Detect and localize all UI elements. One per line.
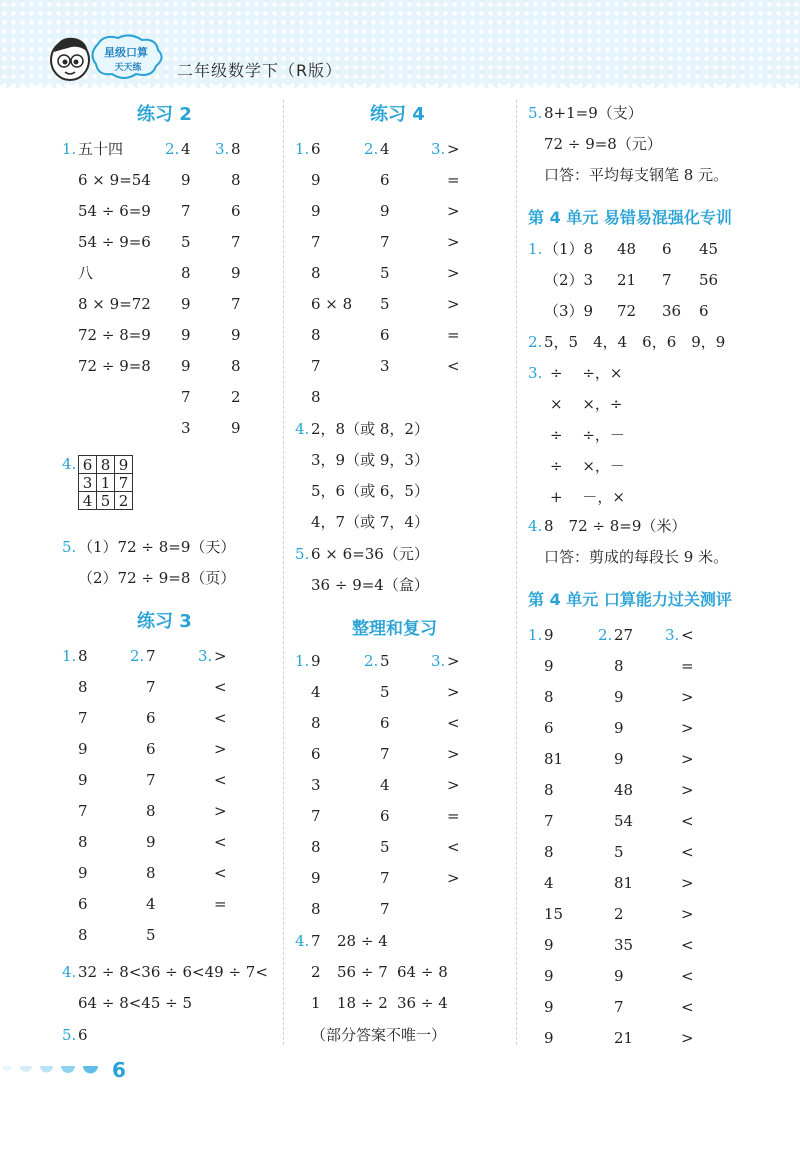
- answer-value: 36 ÷ 4: [397, 994, 448, 1012]
- answer-value: + －，×: [550, 488, 625, 506]
- answer-value: 6: [380, 171, 390, 189]
- unit-prefix: 第 4 单元: [528, 208, 599, 227]
- answer-value: 8: [146, 864, 156, 882]
- answer-value: 9: [181, 295, 191, 313]
- question-label: 2.: [364, 652, 379, 670]
- answer-value: 36: [662, 302, 682, 320]
- grid-cell: 1: [97, 474, 115, 492]
- answer-value: 7: [181, 202, 191, 220]
- answer-value: >: [447, 140, 460, 158]
- answer-value: （3）9: [544, 302, 594, 320]
- grid-cell: 8: [97, 456, 115, 474]
- question-label: 1.: [295, 652, 310, 670]
- answer-value: 2: [311, 963, 321, 981]
- answer-value: <: [447, 357, 460, 375]
- unit-prefix: 第 4 单元: [528, 590, 599, 609]
- answer-line: 64 ÷ 8<45 ÷ 5: [78, 994, 193, 1012]
- answer-value: <: [214, 771, 227, 789]
- answer-value: 9: [311, 171, 321, 189]
- answer-value: 35: [614, 936, 634, 954]
- answer-value: 7: [380, 233, 390, 251]
- answer-value: 6: [78, 895, 88, 913]
- question-label: 2.: [528, 333, 543, 351]
- answer-value: 8: [311, 326, 321, 344]
- answer-value: 9: [614, 719, 624, 737]
- answer-value: 9: [146, 833, 156, 851]
- answer-value: 6: [231, 202, 241, 220]
- answer-value: 9: [544, 936, 554, 954]
- answer-value: >: [681, 781, 694, 799]
- answer-value: 3，9（或 9，3）: [311, 451, 429, 469]
- answer-value: 4: [380, 140, 390, 158]
- question-label: 1.: [295, 140, 310, 158]
- answer-value: 7: [146, 678, 156, 696]
- answer-value: 9: [231, 264, 241, 282]
- answer-value: 6: [380, 714, 390, 732]
- answer-value: <: [681, 936, 694, 954]
- answer-value: 8: [544, 781, 554, 799]
- page-number: 6: [112, 1058, 126, 1082]
- question-label: 3.: [528, 364, 543, 382]
- answer-value: 9: [380, 202, 390, 220]
- answer-value: >: [447, 683, 460, 701]
- section-title-ex3: 练习 3: [137, 611, 192, 632]
- answer-value: 9: [181, 171, 191, 189]
- answer-line: （1）72 ÷ 8=9（天）: [78, 538, 236, 556]
- question-label: 5.: [295, 545, 310, 563]
- section-title-ex4: 练习 4: [370, 104, 425, 125]
- answer-value: 1: [311, 994, 321, 1012]
- answer-line: 5，5 4，4 6，6 9，9: [544, 333, 726, 351]
- answer-value: 7: [662, 271, 672, 289]
- section-title-unit4-mistakes: [528, 205, 732, 228]
- question-label: 1.: [62, 140, 77, 158]
- answer-line: 72 ÷ 9=8（元）: [544, 135, 662, 153]
- answer-value: >: [447, 295, 460, 313]
- section-title-review: 整理和复习: [352, 619, 437, 639]
- answer-value: 2: [614, 905, 624, 923]
- answer-value: >: [447, 264, 460, 282]
- answer-line: 32 ÷ 8<36 ÷ 6<49 ÷ 7<: [78, 963, 268, 981]
- answer-value: 八: [78, 264, 94, 282]
- answer-value: 9: [311, 652, 321, 670]
- answer-value: 7: [614, 998, 624, 1016]
- unit-title-main: 易错易混强化专训: [603, 208, 732, 227]
- answer-value: =: [681, 657, 694, 675]
- answer-value: 8: [311, 900, 321, 918]
- answer-value: <: [681, 812, 694, 830]
- question-label: 4.: [62, 455, 77, 473]
- answer-value: （1）8: [544, 240, 594, 258]
- answer-value: 7: [311, 357, 321, 375]
- answer-value: 9: [231, 326, 241, 344]
- answer-value: =: [447, 807, 460, 825]
- grid-cell: 3: [79, 474, 97, 492]
- logo-text-1: 星级口算: [104, 46, 148, 59]
- answer-value: 4: [181, 140, 191, 158]
- question-label: 4.: [295, 420, 310, 438]
- answer-value: 9: [544, 998, 554, 1016]
- answer-value: =: [447, 171, 460, 189]
- note-text: （部分答案不唯一）: [311, 1026, 447, 1044]
- answer-value: >: [681, 874, 694, 892]
- answer-value: 45: [699, 240, 719, 258]
- answer-value: 8: [311, 264, 321, 282]
- answer-value: 4: [146, 895, 156, 913]
- question-label: 2.: [165, 140, 180, 158]
- answer-value: >: [447, 745, 460, 763]
- answer-value: 8: [181, 264, 191, 282]
- answer-value: 9: [544, 967, 554, 985]
- question-label: 3.: [198, 647, 213, 665]
- answer-value: 21: [617, 271, 637, 289]
- answer-value: × ×，÷: [550, 395, 623, 413]
- answer-value: 5: [380, 264, 390, 282]
- mascot-logo-icon: [48, 30, 173, 90]
- answer-value: 5: [146, 926, 156, 944]
- question-label: 3.: [431, 652, 446, 670]
- answer-value: ÷ ×，－: [550, 457, 625, 475]
- answer-value: 8: [231, 140, 241, 158]
- answer-value: >: [681, 750, 694, 768]
- answer-value: 8: [146, 802, 156, 820]
- answer-value: 9: [181, 357, 191, 375]
- answer-value: 8: [614, 657, 624, 675]
- answer-value: 5: [181, 233, 191, 251]
- section-title-unit4-test: [528, 587, 732, 610]
- answer-value: 5: [614, 843, 624, 861]
- answer-value: 54: [614, 812, 634, 830]
- answer-value: <: [214, 864, 227, 882]
- answer-value: 6 × 8: [311, 295, 353, 313]
- answer-value: 48: [617, 240, 637, 258]
- answer-value: （2）3: [544, 271, 594, 289]
- answer-value: >: [447, 233, 460, 251]
- answer-value: >: [214, 740, 227, 758]
- answer-value: 8: [78, 678, 88, 696]
- answer-value: 5，6（或 6，5）: [311, 482, 429, 500]
- question-label: 3.: [431, 140, 446, 158]
- answer-value: <: [681, 967, 694, 985]
- grid-cell: 4: [79, 492, 97, 510]
- answer-value: 6: [146, 709, 156, 727]
- answer-value: 2: [231, 388, 241, 406]
- answer-value: 4，7（或 7，4）: [311, 513, 429, 531]
- answer-value: 9: [181, 326, 191, 344]
- answer-value: 21: [614, 1029, 634, 1047]
- answer-value: 8: [311, 388, 321, 406]
- answer-line: 8+1=9（支）: [544, 104, 643, 122]
- number-grid: [78, 455, 133, 510]
- answer-line: （2）72 ÷ 9=8（页）: [78, 569, 236, 587]
- answer-value: 8: [544, 688, 554, 706]
- answer-value: >: [214, 802, 227, 820]
- answer-value: =: [214, 895, 227, 913]
- answer-value: 5: [380, 652, 390, 670]
- answer-value: <: [447, 714, 460, 732]
- book-title: 二年级数学下（R版）: [177, 61, 343, 80]
- answer-line: 口答：平均每支钢笔 8 元。: [544, 166, 729, 184]
- answer-value: 6: [380, 326, 390, 344]
- answer-value: 9: [544, 1029, 554, 1047]
- answer-value: 7: [311, 932, 321, 950]
- answer-value: 6: [380, 807, 390, 825]
- answer-value: 7: [380, 745, 390, 763]
- answer-value: 72 ÷ 8=9: [78, 326, 151, 344]
- answer-value: 8: [78, 926, 88, 944]
- answer-value: 3: [311, 776, 321, 794]
- answer-value: 54 ÷ 9=6: [78, 233, 151, 251]
- section-title-ex2: 练习 2: [137, 104, 192, 125]
- answer-value: 9: [78, 740, 88, 758]
- question-label: 5.: [62, 1026, 77, 1044]
- question-label: 3.: [665, 626, 680, 644]
- answer-value: 56: [699, 271, 719, 289]
- column-divider: [283, 100, 284, 1045]
- answer-value: 27: [614, 626, 634, 644]
- answer-value: 6: [662, 240, 672, 258]
- grid-cell: 5: [97, 492, 115, 510]
- answer-value: <: [214, 709, 227, 727]
- answer-value: 9: [614, 750, 624, 768]
- answer-value: >: [214, 647, 227, 665]
- question-label: 1.: [528, 240, 543, 258]
- answer-value: <: [681, 998, 694, 1016]
- answer-value: 7: [311, 233, 321, 251]
- answer-value: 五十四: [78, 140, 124, 158]
- answer-value: 9: [78, 864, 88, 882]
- question-label: 1.: [62, 647, 77, 665]
- question-label: 4.: [528, 517, 543, 535]
- answer-value: 9: [614, 967, 624, 985]
- unit-title-main: 口算能力过关测评: [603, 590, 732, 609]
- answer-value: 8: [311, 714, 321, 732]
- answer-value: <: [214, 833, 227, 851]
- grid-cell: 9: [115, 456, 133, 474]
- answer-value: 7: [78, 802, 88, 820]
- answer-value: 8: [311, 838, 321, 856]
- answer-value: >: [447, 652, 460, 670]
- answer-value: 6: [699, 302, 709, 320]
- answer-value: >: [681, 1029, 694, 1047]
- footer-decoration: [0, 1060, 160, 1084]
- answer-value: 5: [380, 838, 390, 856]
- answer-value: 6: [544, 719, 554, 737]
- answer-value: 5: [380, 295, 390, 313]
- answer-value: 72: [617, 302, 637, 320]
- answer-value: 8: [78, 647, 88, 665]
- question-label: 4.: [62, 963, 77, 981]
- answer-value: 3: [181, 419, 191, 437]
- answer-value: >: [447, 776, 460, 794]
- answer-value: 9: [311, 202, 321, 220]
- answer-value: 7: [146, 771, 156, 789]
- question-label: 2.: [598, 626, 613, 644]
- grid-cell: 2: [115, 492, 133, 510]
- answer-value: 9: [544, 657, 554, 675]
- answer-value: 7: [544, 812, 554, 830]
- answer-value: >: [447, 202, 460, 220]
- answer-value: 9: [544, 626, 554, 644]
- answer-value: 8: [231, 171, 241, 189]
- answer-value: 9: [231, 419, 241, 437]
- column-divider: [516, 100, 517, 1045]
- answer-value: 81: [544, 750, 564, 768]
- answer-value: 4: [544, 874, 554, 892]
- question-label: 2.: [364, 140, 379, 158]
- logo-text-2: 天天练: [114, 63, 142, 73]
- question-label: 4.: [295, 932, 310, 950]
- answer-value: <: [681, 626, 694, 644]
- answer-value: >: [447, 869, 460, 887]
- answer-line: 6 × 6=36（元）: [311, 545, 429, 563]
- answer-value: 7: [231, 295, 241, 313]
- answer-value: ÷ ÷，×: [550, 364, 623, 382]
- answer-value: <: [681, 843, 694, 861]
- answer-value: 8: [78, 833, 88, 851]
- answer-value: 8: [231, 357, 241, 375]
- question-label: 5.: [62, 538, 77, 556]
- answer-value: 7: [231, 233, 241, 251]
- answer-value: 7: [78, 709, 88, 727]
- answer-value: 15: [544, 905, 564, 923]
- answer-value: 8 × 9=72: [78, 295, 151, 313]
- answer-value: 2，8（或 8，2）: [311, 420, 429, 438]
- answer-line: 36 ÷ 9=4（盒）: [311, 576, 429, 594]
- answer-value: =: [447, 326, 460, 344]
- answer-value: 18 ÷ 2: [337, 994, 388, 1012]
- answer-value: 7: [311, 807, 321, 825]
- answer-value: 8: [544, 843, 554, 861]
- answer-value: 6: [311, 140, 321, 158]
- answer-value: 7: [181, 388, 191, 406]
- question-label: 1.: [528, 626, 543, 644]
- answer-value: 7: [146, 647, 156, 665]
- answer-value: 7: [380, 869, 390, 887]
- answer-value: 6 × 9=54: [78, 171, 151, 189]
- answer-value: 64 ÷ 8: [397, 963, 448, 981]
- answer-line: 口答：剪成的每段长 9 米。: [544, 548, 729, 566]
- answer-value: >: [681, 688, 694, 706]
- answer-value: <: [214, 678, 227, 696]
- question-label: 2.: [130, 647, 145, 665]
- answer-value: 5: [380, 683, 390, 701]
- answer-value: 6: [311, 745, 321, 763]
- answer-value: 56 ÷ 7: [337, 963, 388, 981]
- grid-cell: 7: [115, 474, 133, 492]
- question-label: 3.: [215, 140, 230, 158]
- answer-value: 28 ÷ 4: [337, 932, 388, 950]
- answer-value: 72 ÷ 9=8: [78, 357, 151, 375]
- grid-cell: 6: [79, 456, 97, 474]
- answer-line: 8 72 ÷ 8=9（米）: [544, 517, 687, 535]
- answer-value: 54 ÷ 6=9: [78, 202, 151, 220]
- answer-value: 6: [78, 1026, 88, 1044]
- answer-value: >: [681, 719, 694, 737]
- answer-value: 9: [78, 771, 88, 789]
- answer-value: 7: [380, 900, 390, 918]
- answer-value: 4: [311, 683, 321, 701]
- answer-value: 3: [380, 357, 390, 375]
- answer-value: 48: [614, 781, 634, 799]
- answer-value: 81: [614, 874, 634, 892]
- answer-value: 6: [146, 740, 156, 758]
- question-label: 5.: [528, 104, 543, 122]
- answer-value: 9: [311, 869, 321, 887]
- answer-value: ÷ ÷，－: [550, 426, 625, 444]
- answer-value: <: [447, 838, 460, 856]
- answer-value: >: [681, 905, 694, 923]
- answer-value: 9: [614, 688, 624, 706]
- answer-value: 4: [380, 776, 390, 794]
